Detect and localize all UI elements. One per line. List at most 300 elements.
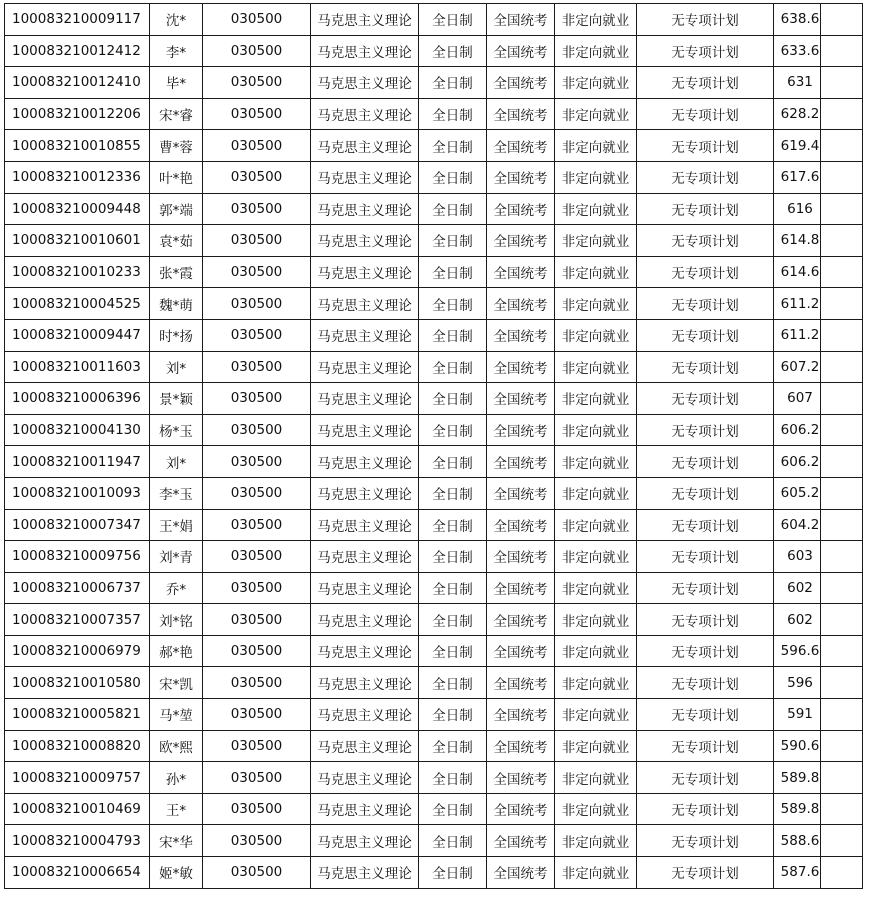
study-mode-cell: 全日制 bbox=[419, 98, 487, 130]
special-plan-cell: 无专项计划 bbox=[637, 35, 774, 67]
major-name-cell: 马克思主义理论 bbox=[311, 699, 419, 731]
employment-type-cell: 非定向就业 bbox=[555, 256, 637, 288]
candidate-name-cell: 景*颖 bbox=[150, 383, 203, 415]
remark-cell bbox=[821, 825, 863, 857]
candidate-id-cell: 100083210010469 bbox=[5, 793, 150, 825]
exam-type-cell: 全国统考 bbox=[487, 351, 555, 383]
special-plan-cell: 无专项计划 bbox=[637, 762, 774, 794]
employment-type-cell: 非定向就业 bbox=[555, 67, 637, 99]
study-mode-cell: 全日制 bbox=[419, 130, 487, 162]
major-name-cell: 马克思主义理论 bbox=[311, 351, 419, 383]
special-plan-cell: 无专项计划 bbox=[637, 541, 774, 573]
special-plan-cell: 无专项计划 bbox=[637, 351, 774, 383]
major-name-cell: 马克思主义理论 bbox=[311, 98, 419, 130]
special-plan-cell: 无专项计划 bbox=[637, 477, 774, 509]
admission-list-sheet bbox=[4, 3, 863, 889]
remark-cell bbox=[821, 256, 863, 288]
table-row bbox=[5, 161, 863, 193]
table-row bbox=[5, 635, 863, 667]
major-code-cell: 030500 bbox=[203, 256, 311, 288]
study-mode-cell: 全日制 bbox=[419, 351, 487, 383]
table-body bbox=[5, 4, 863, 889]
employment-type-cell: 非定向就业 bbox=[555, 825, 637, 857]
total-score-cell: 591 bbox=[774, 699, 821, 731]
table-row bbox=[5, 383, 863, 415]
employment-type-cell: 非定向就业 bbox=[555, 98, 637, 130]
special-plan-cell: 无专项计划 bbox=[637, 604, 774, 636]
exam-type-cell: 全国统考 bbox=[487, 414, 555, 446]
table-row bbox=[5, 414, 863, 446]
employment-type-cell: 非定向就业 bbox=[555, 509, 637, 541]
candidate-id-cell: 100083210006979 bbox=[5, 635, 150, 667]
exam-type-cell: 全国统考 bbox=[487, 793, 555, 825]
table-row bbox=[5, 667, 863, 699]
special-plan-cell: 无专项计划 bbox=[637, 4, 774, 36]
study-mode-cell: 全日制 bbox=[419, 256, 487, 288]
major-code-cell: 030500 bbox=[203, 35, 311, 67]
study-mode-cell: 全日制 bbox=[419, 193, 487, 225]
candidate-id-cell: 100083210009448 bbox=[5, 193, 150, 225]
exam-type-cell: 全国统考 bbox=[487, 98, 555, 130]
total-score-cell: 588.6 bbox=[774, 825, 821, 857]
employment-type-cell: 非定向就业 bbox=[555, 699, 637, 731]
major-code-cell: 030500 bbox=[203, 635, 311, 667]
study-mode-cell: 全日制 bbox=[419, 667, 487, 699]
major-name-cell: 马克思主义理论 bbox=[311, 67, 419, 99]
candidate-id-cell: 100083210012206 bbox=[5, 98, 150, 130]
special-plan-cell: 无专项计划 bbox=[637, 256, 774, 288]
candidate-name-cell: 杨*玉 bbox=[150, 414, 203, 446]
major-name-cell: 马克思主义理论 bbox=[311, 383, 419, 415]
special-plan-cell: 无专项计划 bbox=[637, 509, 774, 541]
candidate-id-cell: 100083210004793 bbox=[5, 825, 150, 857]
candidate-name-cell: 孙* bbox=[150, 762, 203, 794]
table-row bbox=[5, 35, 863, 67]
candidate-id-cell: 100083210012410 bbox=[5, 67, 150, 99]
study-mode-cell: 全日制 bbox=[419, 414, 487, 446]
study-mode-cell: 全日制 bbox=[419, 477, 487, 509]
candidate-name-cell: 张*霞 bbox=[150, 256, 203, 288]
candidate-id-cell: 100083210010601 bbox=[5, 225, 150, 257]
total-score-cell: 614.8 bbox=[774, 225, 821, 257]
remark-cell bbox=[821, 762, 863, 794]
study-mode-cell: 全日制 bbox=[419, 383, 487, 415]
major-code-cell: 030500 bbox=[203, 414, 311, 446]
study-mode-cell: 全日制 bbox=[419, 288, 487, 320]
major-code-cell: 030500 bbox=[203, 667, 311, 699]
special-plan-cell: 无专项计划 bbox=[637, 857, 774, 889]
exam-type-cell: 全国统考 bbox=[487, 541, 555, 573]
candidate-name-cell: 乔* bbox=[150, 572, 203, 604]
remark-cell bbox=[821, 793, 863, 825]
special-plan-cell: 无专项计划 bbox=[637, 793, 774, 825]
exam-type-cell: 全国统考 bbox=[487, 762, 555, 794]
table-row bbox=[5, 288, 863, 320]
candidate-name-cell: 王* bbox=[150, 793, 203, 825]
employment-type-cell: 非定向就业 bbox=[555, 130, 637, 162]
candidate-id-cell: 100083210006654 bbox=[5, 857, 150, 889]
major-name-cell: 马克思主义理论 bbox=[311, 793, 419, 825]
candidate-name-cell: 李* bbox=[150, 35, 203, 67]
major-name-cell: 马克思主义理论 bbox=[311, 509, 419, 541]
admission-table bbox=[4, 3, 863, 889]
exam-type-cell: 全国统考 bbox=[487, 604, 555, 636]
exam-type-cell: 全国统考 bbox=[487, 67, 555, 99]
major-name-cell: 马克思主义理论 bbox=[311, 857, 419, 889]
remark-cell bbox=[821, 730, 863, 762]
table-row bbox=[5, 604, 863, 636]
remark-cell bbox=[821, 604, 863, 636]
exam-type-cell: 全国统考 bbox=[487, 699, 555, 731]
special-plan-cell: 无专项计划 bbox=[637, 414, 774, 446]
table-row bbox=[5, 762, 863, 794]
major-name-cell: 马克思主义理论 bbox=[311, 193, 419, 225]
major-code-cell: 030500 bbox=[203, 67, 311, 99]
candidate-name-cell: 欧*熙 bbox=[150, 730, 203, 762]
candidate-id-cell: 100083210007357 bbox=[5, 604, 150, 636]
major-code-cell: 030500 bbox=[203, 383, 311, 415]
exam-type-cell: 全国统考 bbox=[487, 572, 555, 604]
major-code-cell: 030500 bbox=[203, 699, 311, 731]
major-code-cell: 030500 bbox=[203, 857, 311, 889]
employment-type-cell: 非定向就业 bbox=[555, 193, 637, 225]
special-plan-cell: 无专项计划 bbox=[637, 193, 774, 225]
remark-cell bbox=[821, 541, 863, 573]
table-row bbox=[5, 193, 863, 225]
remark-cell bbox=[821, 35, 863, 67]
total-score-cell: 619.4 bbox=[774, 130, 821, 162]
total-score-cell: 596 bbox=[774, 667, 821, 699]
total-score-cell: 605.2 bbox=[774, 477, 821, 509]
total-score-cell: 606.2 bbox=[774, 446, 821, 478]
employment-type-cell: 非定向就业 bbox=[555, 730, 637, 762]
exam-type-cell: 全国统考 bbox=[487, 4, 555, 36]
major-code-cell: 030500 bbox=[203, 161, 311, 193]
table-row bbox=[5, 225, 863, 257]
table-row bbox=[5, 4, 863, 36]
remark-cell bbox=[821, 351, 863, 383]
exam-type-cell: 全国统考 bbox=[487, 130, 555, 162]
study-mode-cell: 全日制 bbox=[419, 635, 487, 667]
employment-type-cell: 非定向就业 bbox=[555, 762, 637, 794]
candidate-id-cell: 100083210009117 bbox=[5, 4, 150, 36]
special-plan-cell: 无专项计划 bbox=[637, 667, 774, 699]
special-plan-cell: 无专项计划 bbox=[637, 130, 774, 162]
major-code-cell: 030500 bbox=[203, 130, 311, 162]
major-code-cell: 030500 bbox=[203, 793, 311, 825]
exam-type-cell: 全国统考 bbox=[487, 161, 555, 193]
employment-type-cell: 非定向就业 bbox=[555, 414, 637, 446]
candidate-id-cell: 100083210004525 bbox=[5, 288, 150, 320]
candidate-name-cell: 郝*艳 bbox=[150, 635, 203, 667]
total-score-cell: 590.6 bbox=[774, 730, 821, 762]
special-plan-cell: 无专项计划 bbox=[637, 635, 774, 667]
candidate-id-cell: 100083210009757 bbox=[5, 762, 150, 794]
study-mode-cell: 全日制 bbox=[419, 4, 487, 36]
study-mode-cell: 全日制 bbox=[419, 319, 487, 351]
total-score-cell: 602 bbox=[774, 604, 821, 636]
remark-cell bbox=[821, 225, 863, 257]
exam-type-cell: 全国统考 bbox=[487, 635, 555, 667]
total-score-cell: 617.6 bbox=[774, 161, 821, 193]
employment-type-cell: 非定向就业 bbox=[555, 35, 637, 67]
special-plan-cell: 无专项计划 bbox=[637, 446, 774, 478]
total-score-cell: 614.6 bbox=[774, 256, 821, 288]
major-code-cell: 030500 bbox=[203, 509, 311, 541]
candidate-id-cell: 100083210007347 bbox=[5, 509, 150, 541]
study-mode-cell: 全日制 bbox=[419, 541, 487, 573]
table-row bbox=[5, 730, 863, 762]
table-row bbox=[5, 825, 863, 857]
study-mode-cell: 全日制 bbox=[419, 793, 487, 825]
remark-cell bbox=[821, 161, 863, 193]
exam-type-cell: 全国统考 bbox=[487, 509, 555, 541]
total-score-cell: 633.6 bbox=[774, 35, 821, 67]
major-name-cell: 马克思主义理论 bbox=[311, 130, 419, 162]
candidate-name-cell: 宋*华 bbox=[150, 825, 203, 857]
total-score-cell: 607 bbox=[774, 383, 821, 415]
study-mode-cell: 全日制 bbox=[419, 161, 487, 193]
study-mode-cell: 全日制 bbox=[419, 857, 487, 889]
study-mode-cell: 全日制 bbox=[419, 509, 487, 541]
major-code-cell: 030500 bbox=[203, 225, 311, 257]
table-row bbox=[5, 351, 863, 383]
candidate-id-cell: 100083210012336 bbox=[5, 161, 150, 193]
candidate-id-cell: 100083210006396 bbox=[5, 383, 150, 415]
total-score-cell: 589.8 bbox=[774, 793, 821, 825]
candidate-id-cell: 100083210004130 bbox=[5, 414, 150, 446]
major-name-cell: 马克思主义理论 bbox=[311, 256, 419, 288]
remark-cell bbox=[821, 572, 863, 604]
major-name-cell: 马克思主义理论 bbox=[311, 604, 419, 636]
exam-type-cell: 全国统考 bbox=[487, 225, 555, 257]
employment-type-cell: 非定向就业 bbox=[555, 288, 637, 320]
remark-cell bbox=[821, 130, 863, 162]
table-row bbox=[5, 477, 863, 509]
table-row bbox=[5, 256, 863, 288]
employment-type-cell: 非定向就业 bbox=[555, 477, 637, 509]
special-plan-cell: 无专项计划 bbox=[637, 319, 774, 351]
major-code-cell: 030500 bbox=[203, 446, 311, 478]
employment-type-cell: 非定向就业 bbox=[555, 604, 637, 636]
major-name-cell: 马克思主义理论 bbox=[311, 319, 419, 351]
major-name-cell: 马克思主义理论 bbox=[311, 477, 419, 509]
major-name-cell: 马克思主义理论 bbox=[311, 161, 419, 193]
employment-type-cell: 非定向就业 bbox=[555, 446, 637, 478]
major-code-cell: 030500 bbox=[203, 98, 311, 130]
remark-cell bbox=[821, 288, 863, 320]
total-score-cell: 616 bbox=[774, 193, 821, 225]
remark-cell bbox=[821, 477, 863, 509]
employment-type-cell: 非定向就业 bbox=[555, 161, 637, 193]
candidate-id-cell: 100083210010580 bbox=[5, 667, 150, 699]
major-code-cell: 030500 bbox=[203, 825, 311, 857]
study-mode-cell: 全日制 bbox=[419, 730, 487, 762]
candidate-name-cell: 郭*端 bbox=[150, 193, 203, 225]
major-code-cell: 030500 bbox=[203, 541, 311, 573]
major-code-cell: 030500 bbox=[203, 193, 311, 225]
candidate-id-cell: 100083210009756 bbox=[5, 541, 150, 573]
exam-type-cell: 全国统考 bbox=[487, 319, 555, 351]
employment-type-cell: 非定向就业 bbox=[555, 319, 637, 351]
study-mode-cell: 全日制 bbox=[419, 35, 487, 67]
candidate-name-cell: 马*堃 bbox=[150, 699, 203, 731]
remark-cell bbox=[821, 4, 863, 36]
total-score-cell: 631 bbox=[774, 67, 821, 99]
special-plan-cell: 无专项计划 bbox=[637, 383, 774, 415]
major-name-cell: 马克思主义理论 bbox=[311, 762, 419, 794]
major-code-cell: 030500 bbox=[203, 730, 311, 762]
table-row bbox=[5, 572, 863, 604]
candidate-id-cell: 100083210006737 bbox=[5, 572, 150, 604]
table-row bbox=[5, 541, 863, 573]
total-score-cell: 607.2 bbox=[774, 351, 821, 383]
candidate-name-cell: 刘*铭 bbox=[150, 604, 203, 636]
remark-cell bbox=[821, 414, 863, 446]
exam-type-cell: 全国统考 bbox=[487, 730, 555, 762]
special-plan-cell: 无专项计划 bbox=[637, 699, 774, 731]
special-plan-cell: 无专项计划 bbox=[637, 225, 774, 257]
total-score-cell: 606.2 bbox=[774, 414, 821, 446]
study-mode-cell: 全日制 bbox=[419, 825, 487, 857]
candidate-id-cell: 100083210009447 bbox=[5, 319, 150, 351]
employment-type-cell: 非定向就业 bbox=[555, 857, 637, 889]
candidate-name-cell: 姬*敏 bbox=[150, 857, 203, 889]
remark-cell bbox=[821, 383, 863, 415]
employment-type-cell: 非定向就业 bbox=[555, 667, 637, 699]
candidate-id-cell: 100083210008820 bbox=[5, 730, 150, 762]
total-score-cell: 587.6 bbox=[774, 857, 821, 889]
study-mode-cell: 全日制 bbox=[419, 446, 487, 478]
table-row bbox=[5, 509, 863, 541]
major-code-cell: 030500 bbox=[203, 762, 311, 794]
remark-cell bbox=[821, 446, 863, 478]
special-plan-cell: 无专项计划 bbox=[637, 161, 774, 193]
candidate-name-cell: 沈* bbox=[150, 4, 203, 36]
exam-type-cell: 全国统考 bbox=[487, 446, 555, 478]
special-plan-cell: 无专项计划 bbox=[637, 825, 774, 857]
remark-cell bbox=[821, 699, 863, 731]
major-name-cell: 马克思主义理论 bbox=[311, 730, 419, 762]
employment-type-cell: 非定向就业 bbox=[555, 351, 637, 383]
candidate-id-cell: 100083210005821 bbox=[5, 699, 150, 731]
candidate-name-cell: 毕* bbox=[150, 67, 203, 99]
study-mode-cell: 全日制 bbox=[419, 762, 487, 794]
exam-type-cell: 全国统考 bbox=[487, 288, 555, 320]
major-name-cell: 马克思主义理论 bbox=[311, 4, 419, 36]
table-row bbox=[5, 98, 863, 130]
exam-type-cell: 全国统考 bbox=[487, 35, 555, 67]
total-score-cell: 638.6 bbox=[774, 4, 821, 36]
table-row bbox=[5, 446, 863, 478]
total-score-cell: 604.2 bbox=[774, 509, 821, 541]
candidate-id-cell: 100083210010855 bbox=[5, 130, 150, 162]
total-score-cell: 602 bbox=[774, 572, 821, 604]
study-mode-cell: 全日制 bbox=[419, 604, 487, 636]
candidate-id-cell: 100083210010093 bbox=[5, 477, 150, 509]
candidate-name-cell: 时*扬 bbox=[150, 319, 203, 351]
candidate-id-cell: 100083210011603 bbox=[5, 351, 150, 383]
major-name-cell: 马克思主义理论 bbox=[311, 35, 419, 67]
major-name-cell: 马克思主义理论 bbox=[311, 825, 419, 857]
table-row bbox=[5, 130, 863, 162]
employment-type-cell: 非定向就业 bbox=[555, 383, 637, 415]
candidate-name-cell: 王*娟 bbox=[150, 509, 203, 541]
total-score-cell: 628.2 bbox=[774, 98, 821, 130]
table-row bbox=[5, 67, 863, 99]
major-code-cell: 030500 bbox=[203, 319, 311, 351]
major-code-cell: 030500 bbox=[203, 4, 311, 36]
total-score-cell: 611.2 bbox=[774, 319, 821, 351]
special-plan-cell: 无专项计划 bbox=[637, 730, 774, 762]
employment-type-cell: 非定向就业 bbox=[555, 4, 637, 36]
major-name-cell: 马克思主义理论 bbox=[311, 446, 419, 478]
major-code-cell: 030500 bbox=[203, 572, 311, 604]
candidate-name-cell: 刘* bbox=[150, 446, 203, 478]
major-code-cell: 030500 bbox=[203, 351, 311, 383]
employment-type-cell: 非定向就业 bbox=[555, 793, 637, 825]
exam-type-cell: 全国统考 bbox=[487, 383, 555, 415]
study-mode-cell: 全日制 bbox=[419, 67, 487, 99]
major-name-cell: 马克思主义理论 bbox=[311, 225, 419, 257]
total-score-cell: 611.2 bbox=[774, 288, 821, 320]
total-score-cell: 596.6 bbox=[774, 635, 821, 667]
major-code-cell: 030500 bbox=[203, 477, 311, 509]
study-mode-cell: 全日制 bbox=[419, 699, 487, 731]
candidate-name-cell: 宋*睿 bbox=[150, 98, 203, 130]
candidate-name-cell: 叶*艳 bbox=[150, 161, 203, 193]
candidate-name-cell: 袁*茹 bbox=[150, 225, 203, 257]
remark-cell bbox=[821, 635, 863, 667]
special-plan-cell: 无专项计划 bbox=[637, 98, 774, 130]
major-name-cell: 马克思主义理论 bbox=[311, 667, 419, 699]
candidate-name-cell: 魏*萌 bbox=[150, 288, 203, 320]
exam-type-cell: 全国统考 bbox=[487, 825, 555, 857]
major-name-cell: 马克思主义理论 bbox=[311, 635, 419, 667]
major-name-cell: 马克思主义理论 bbox=[311, 288, 419, 320]
table-row bbox=[5, 319, 863, 351]
study-mode-cell: 全日制 bbox=[419, 225, 487, 257]
employment-type-cell: 非定向就业 bbox=[555, 541, 637, 573]
candidate-id-cell: 100083210010233 bbox=[5, 256, 150, 288]
table-row bbox=[5, 793, 863, 825]
major-code-cell: 030500 bbox=[203, 288, 311, 320]
exam-type-cell: 全国统考 bbox=[487, 857, 555, 889]
candidate-name-cell: 刘* bbox=[150, 351, 203, 383]
employment-type-cell: 非定向就业 bbox=[555, 572, 637, 604]
special-plan-cell: 无专项计划 bbox=[637, 67, 774, 99]
remark-cell bbox=[821, 667, 863, 699]
remark-cell bbox=[821, 98, 863, 130]
major-name-cell: 马克思主义理论 bbox=[311, 414, 419, 446]
candidate-id-cell: 100083210012412 bbox=[5, 35, 150, 67]
remark-cell bbox=[821, 193, 863, 225]
candidate-id-cell: 100083210011947 bbox=[5, 446, 150, 478]
exam-type-cell: 全国统考 bbox=[487, 193, 555, 225]
exam-type-cell: 全国统考 bbox=[487, 256, 555, 288]
total-score-cell: 603 bbox=[774, 541, 821, 573]
table-row bbox=[5, 857, 863, 889]
candidate-name-cell: 刘*青 bbox=[150, 541, 203, 573]
candidate-name-cell: 宋*凯 bbox=[150, 667, 203, 699]
major-code-cell: 030500 bbox=[203, 604, 311, 636]
special-plan-cell: 无专项计划 bbox=[637, 572, 774, 604]
remark-cell bbox=[821, 67, 863, 99]
total-score-cell: 589.8 bbox=[774, 762, 821, 794]
employment-type-cell: 非定向就业 bbox=[555, 225, 637, 257]
special-plan-cell: 无专项计划 bbox=[637, 288, 774, 320]
major-name-cell: 马克思主义理论 bbox=[311, 572, 419, 604]
